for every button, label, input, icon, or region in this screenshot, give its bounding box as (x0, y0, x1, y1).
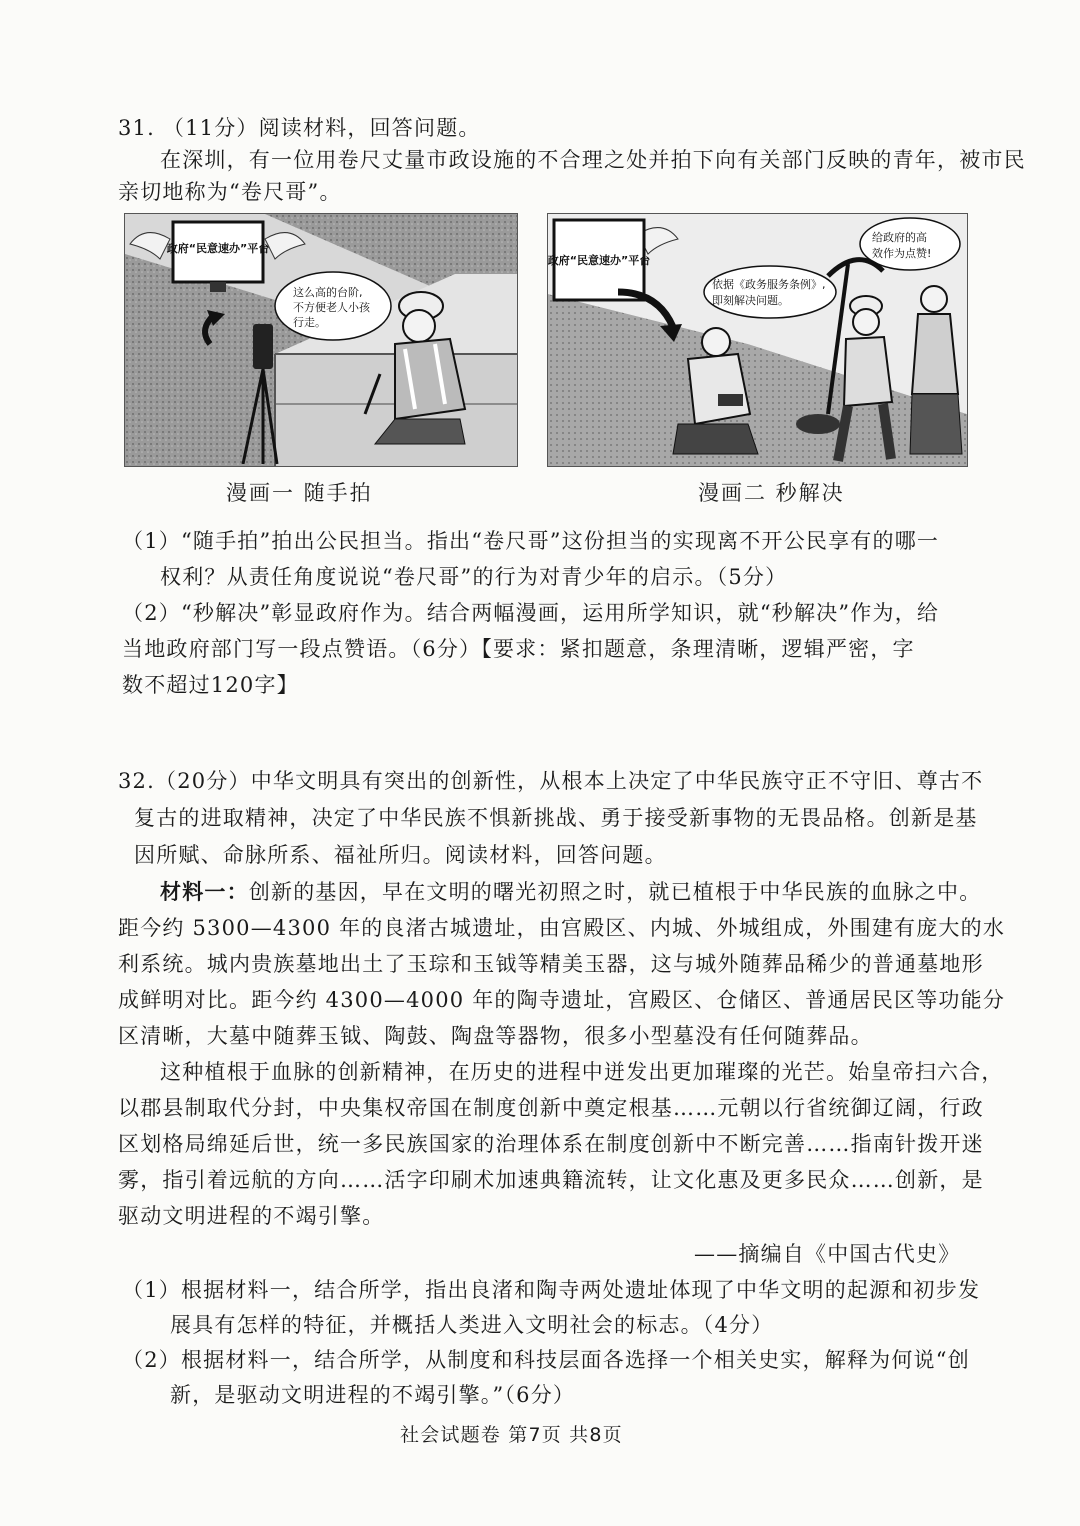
q32-material-line: 雾，指引着远航的方向……活字印刷术加速典籍流转，让文化惠及更多民众……创新，是 (118, 1168, 984, 1192)
q32-material-line: 区划格局绵延后世，统一多民族国家的治理体系在制度创新中不断完善……指南针拨开迷 (118, 1132, 984, 1156)
page-footer: 社会试题卷 第7页 共8页 (400, 1424, 623, 1446)
svg-text:给政府的高: 给政府的高 (872, 231, 927, 244)
q31-sub2-line: 当地政府部门写一段点赞语。（6分）【要求：紧扣题意，条理清晰，逻辑严密，字 (122, 637, 915, 661)
q32-source: ——摘编自《中国古代史》 (694, 1242, 961, 1266)
q32-material-line (160, 877, 981, 907)
svg-text:这么高的台阶,: 这么高的台阶, (293, 286, 363, 299)
cartoon-1-suishoupai (124, 213, 518, 467)
q32-intro-line: 32.（20分）中华文明具有突出的创新性，从根本上决定了中华民族守正不守旧、尊古不 (118, 769, 984, 793)
q31-sub1-line: 权利？从责任角度说说“卷尺哥”的行为对青少年的启示。（5分） (160, 565, 788, 589)
q32-sub1-line: 展具有怎样的特征，并概括人类进入文明社会的标志。（4分） (170, 1313, 774, 1337)
q31-header: 31. （11分）阅读材料，回答问题。 (118, 116, 481, 140)
q32-material-line: 以郡县制取代分封，中央集权帝国在制度创新中奠定根基……元朝以行省统御辽阔，行政 (118, 1096, 984, 1120)
cartoon-2-miaojiejue (547, 213, 968, 467)
q32-sub1-line: （1）根据材料一，结合所学，指出良渚和陶寺两处遗址体现了中华文明的起源和初步发 (122, 1278, 981, 1302)
material-label: 材料一： (160, 879, 249, 904)
q31-sub2-line: （2）“秒解决”彰显政府作为。结合两幅漫画，运用所学知识，就“秒解决”作为，给 (122, 601, 940, 625)
q32-material-line: 区清晰，大墓中随葬玉钺、陶鼓、陶盘等器物，很多小型墓没有任何随葬品。 (118, 1024, 873, 1048)
q31-intro-line: 在深圳，有一位用卷尺丈量市政设施的不合理之处并拍下向有关部门反映的青年，被市民 (160, 148, 1026, 172)
svg-text:即刻解决问题。: 即刻解决问题。 (712, 294, 789, 307)
cartoon-1-illustration (125, 214, 517, 466)
svg-text:行走。: 行走。 (293, 316, 326, 329)
q32-material-line: 距今约 5300—4300 年的良渚古城遗址，由宫殿区、内城、外城组成，外围建有庞大的水 (118, 916, 1006, 940)
svg-text:依据《政务服务条例》,: 依据《政务服务条例》, (712, 278, 826, 291)
q31-sub2-line: 数不超过120字】 (122, 673, 299, 697)
q32-material-line: 这种植根于血脉的创新精神，在历史的进程中迸发出更加璀璨的光芒。始皇帝扫六合， (160, 1060, 1004, 1084)
cartoon-2-illustration (548, 214, 967, 466)
cartoon-1-caption: 漫画一 随手拍 (226, 481, 373, 505)
q32-intro-line: 因所赋、命脉所系、福祉所归。阅读材料，回答问题。 (134, 843, 667, 867)
svg-text:政府“民意速办”平台: 政府“民意速办”平台 (548, 254, 651, 267)
q31-sub1-line: （1）“随手拍”拍出公民担当。指出“卷尺哥”这份担当的实现离不开公民享有的哪一 (122, 529, 940, 553)
material-text: 创新的基因，早在文明的曙光初照之时，就已植根于中华民族的血脉之中。 (248, 880, 982, 904)
q32-sub2-line: （2）根据材料一，结合所学，从制度和科技层面各选择一个相关史实，解释为何说“创 (122, 1348, 970, 1372)
svg-text:不方便老人小孩: 不方便老人小孩 (293, 301, 370, 314)
q31-intro-line: 亲切地称为“卷尺哥”。 (118, 180, 342, 204)
q32-sub2-line: 新，是驱动文明进程的不竭引擎。”（6分） (170, 1383, 576, 1407)
svg-text:效作为点赞!: 效作为点赞! (872, 247, 932, 260)
svg-text:政府“民意速办”平台: 政府“民意速办”平台 (166, 242, 270, 255)
q32-material-line: 驱动文明进程的不竭引擎。 (118, 1204, 385, 1228)
q32-material-line: 成鲜明对比。距今约 4300—4000 年的陶寺遗址，宫殿区、仓储区、普通居民区等功能分 (118, 988, 1006, 1012)
cartoon-2-caption: 漫画二 秒解决 (698, 481, 845, 505)
q32-intro-line: 复古的进取精神，决定了中华民族不惧新挑战、勇于接受新事物的无畏品格。创新是基 (134, 806, 978, 830)
q32-material-line: 利系统。城内贵族墓地出土了玉琮和玉钺等精美玉器，这与城外随葬品稀少的普通墓地形 (118, 952, 984, 976)
